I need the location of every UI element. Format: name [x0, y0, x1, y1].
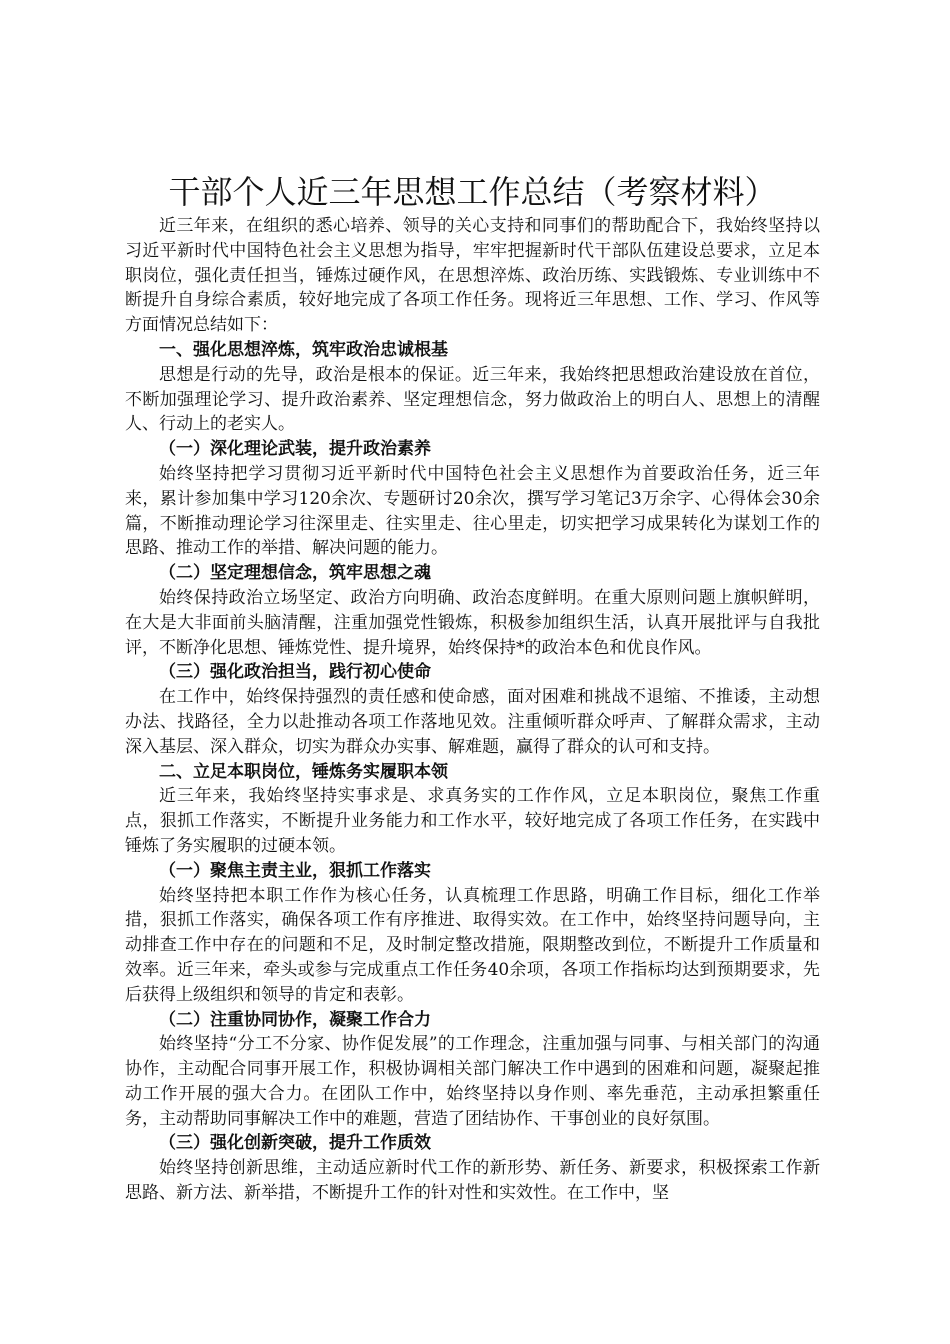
- paragraph: 近三年来，我始终坚持实事求是、求真务实的工作作风，立足本职岗位，聚焦工作重点，狠抓工作落实，不断提升业务能力和工作水平，较好地完成了各项工作任务，在实践中锤炼了务实履职的过硬本领。: [125, 786, 820, 856]
- section-heading-1: 一、强化思想淬炼，筑牢政治忠诚根基: [159, 339, 448, 360]
- subsection-heading-2-2: （二）注重协同协作，凝聚工作合力: [159, 1009, 431, 1030]
- paragraph: 始终坚持创新思维，主动适应新时代工作的新形势、新任务、新要求，积极探索工作新思路、新方法、新举措，不断提升工作的针对性和实效性。在工作中，坚: [125, 1158, 820, 1204]
- subsection-heading-1-3: （三）强化政治担当，践行初心使命: [159, 662, 431, 683]
- document-page: [125, 172, 820, 1206]
- paragraph: 始终保持政治立场坚定、政治方向明确、政治态度鲜明。在重大原则问题上旗帜鲜明，在大是大非面前头脑清醒，注重加强党性锻炼，积极参加组织生活，认真开展批评与自我批评，不断净化思想、锤炼党性、提升境界，始终保持*的政治本色和优良作风。: [125, 587, 820, 658]
- paragraph-intro: 近三年来，在组织的悉心培养、领导的关心支持和同事们的帮助配合下，我始终坚持以习近平新时代中国特色社会主义思想为指导，牢牢把握新时代干部队伍建设总要求，立足本职岗位，强化责任担当，锤炼过硬作风，在思想淬炼、政治历练、实践锻炼、专业训练中不断提升自身综合素质，较好地完成了各项工作任务。现将近三年思想、工作、学习、作风等方面情况总结如下：: [125, 216, 820, 336]
- subsection-heading-1-1: （一）深化理论武装，提升政治素养: [159, 439, 431, 460]
- subsection-heading-2-1: （一）聚焦主责主业，狠抓工作落实: [159, 860, 431, 881]
- subsection-heading-2-3: （三）强化创新突破，提升工作质效: [159, 1133, 431, 1154]
- document-title: 干部个人近三年思想工作总结（考察材料）: [168, 173, 777, 211]
- paragraph: 思想是行动的先导，政治是根本的保证。近三年来，我始终把思想政治建设放在首位，不断加强理论学习、提升政治素养、坚定理想信念，努力做政治上的明白人、思想上的清醒人、行动上的老实人。: [125, 364, 820, 435]
- paragraph: 始终坚持把学习贯彻习近平新时代中国特色社会主义思想作为首要政治任务，近三年来，累计参加集中学习120余次、专题研讨20余次，撰写学习笔记3万余字、心得体会30余篇，不断推动理论学习往深里走、往实里走、往心里走，切实把学习成果转化为谋划工作的思路、推动工作的举措、解决问题的能力。: [125, 463, 820, 559]
- paragraph: 始终坚持把本职工作作为核心任务，认真梳理工作思路，明确工作目标，细化工作举措，狠抓工作落实，确保各项工作有序推进、取得实效。在工作中，始终坚持问题导向，主动排查工作中存在的问题和不足，及时制定整改措施，限期整改到位，不断提升工作质量和效率。近三年来，牵头或参与完成重点工作任务40余项，各项工作指标均达到预期要求，先后获得上级组织和领导的肯定和表彰。: [125, 885, 820, 1005]
- paragraph: 在工作中，始终保持强烈的责任感和使命感，面对困难和挑战不退缩、不推诿，主动想办法、找路径，全力以赴推动各项工作落地见效。注重倾听群众呼声、了解群众需求，主动深入基层、深入群众，切实为群众办实事、解难题，赢得了群众的认可和支持。: [125, 687, 820, 757]
- section-heading-2: 二、立足本职岗位，锤炼务实履职本领: [159, 761, 448, 782]
- paragraph: 始终坚持“分工不分家、协作促发展”的工作理念，注重加强与同事、与相关部门的沟通协作，主动配合同事开展工作，积极协调相关部门解决工作中遇到的困难和问题，凝聚起推动工作开展的强大合力。在团队工作中，始终坚持以身作则、率先垂范，主动承担繁重任务，主动帮助同事解决工作中的难题，营造了团结协作、干事创业的良好氛围。: [125, 1034, 820, 1129]
- subsection-heading-1-2: （二）坚定理想信念，筑牢思想之魂: [159, 563, 431, 584]
